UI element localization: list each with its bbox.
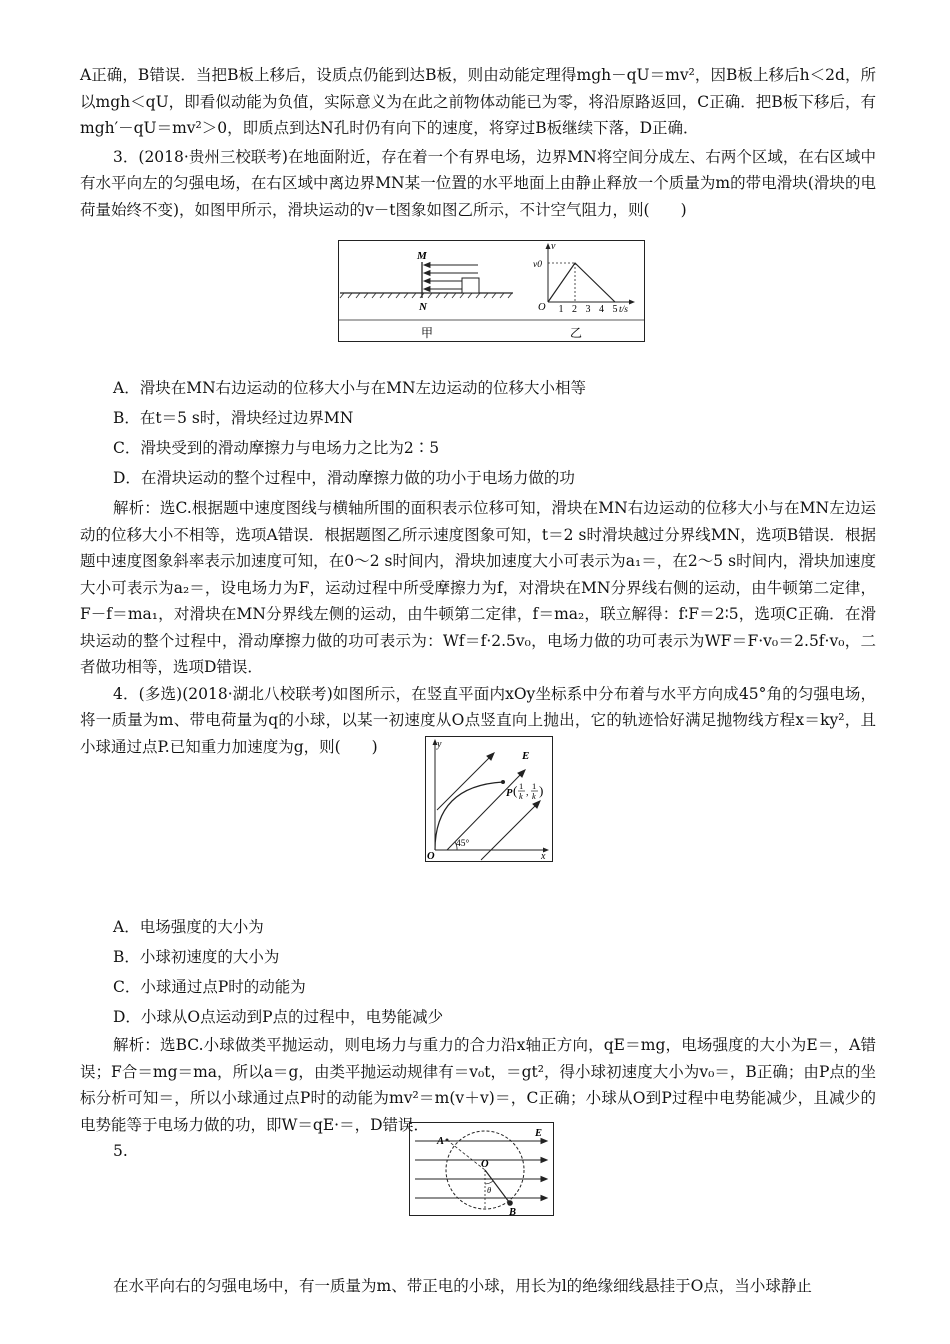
v-axis-arrow — [546, 243, 551, 249]
q4-option-b: B．小球初速度的大小为 — [113, 948, 280, 966]
label-origin: O — [538, 302, 546, 313]
q3-option-a: A．滑块在MN右边运动的位移大小与在MN左边运动的位移大小相等 — [113, 379, 587, 397]
vt-curve — [548, 263, 615, 302]
label-y: y — [437, 739, 442, 750]
label-theta: θ — [487, 1185, 492, 1195]
t-tick-labels — [559, 304, 618, 315]
slider-block — [462, 278, 479, 293]
ground-hatch — [340, 293, 512, 298]
label-origin: O — [427, 851, 435, 862]
frac1-num: 1 — [519, 781, 524, 791]
t-tick-label: 5 — [612, 304, 618, 315]
q4-option-d: D．小球从O点运动到P点的过程中，电势能减少 — [113, 1008, 444, 1026]
q5-number: 5. — [113, 1142, 128, 1160]
q4-figure — [425, 736, 553, 862]
caption-yi: 乙 — [570, 326, 583, 340]
label-v0: v0 — [533, 260, 542, 270]
label-a: A — [437, 1136, 445, 1147]
intro-paragraph: A正确，B错误．当把B板上移后，设质点仍能到达B板，则由动能定理得mgh－qU＝mv²，因B板上移后h＜2d，所以mgh＜qU，即看似动能为负值，实际意义为在此之前物体动能已为零，将沿原路返回，C正确．把B板下移后，有mgh′－qU＝mv²＞0，即质点到达N孔时仍有向下的速度，将穿过B板继续下落，D正确． — [80, 66, 876, 137]
t-tick-label: 1 — [558, 304, 564, 315]
q5-figure — [409, 1122, 554, 1216]
label-o: O — [481, 1159, 489, 1170]
q3-option-c: C．滑块受到的滑动摩擦力与电场力之比为2∶5 — [113, 439, 440, 457]
q3-analysis: 解析：选C.根据题中速度图线与横轴所围的面积表示位移可知，滑块在MN右边运动的位移大小与在MN左边运动的位移大小不相等，选项A错误．根据题图乙所示速度图象可知，t＝2 s时滑块越过分界线MN，选项B错误．根据题中速度图象斜率表示加速度可知，在0～2 s时间内，滑块加速度大小可表示为a₁＝，在2～5 s时间内，滑块加速度大小可表示为a₂＝，设电场力为F，运动过程中所受摩擦力为f，对滑块在MN分界线右侧的运动，由牛顿第二定律，F－f＝ma₁，对滑块在MN分界线左侧的运动，由牛顿第二定律，f＝ma₂，联立解得：f∶F＝2∶5，选项C正确．在滑块运动的整个过程中，滑动摩擦力做的功可表示为：Wf＝f·2.5v₀，电场力做的功可表示为WF＝F·v₀＝2.5f·v₀，二者做功相等，选项D错误． — [80, 499, 876, 676]
q3-figure — [338, 240, 645, 342]
q4-analysis: 解析：选BC.小球做类平抛运动，则电场力与重力的合力沿x轴正方向，qE＝mg，电场强度的大小为E＝，A错误；F合＝mg＝ma，所以a＝g，由类平抛运动规律有＝v₀t，＝gt²，得小球初速度大小为v₀＝，B正确；由P点的坐标分析可知＝，所以小球通过点P时的动能为mv²＝m(v＋v)＝，C正确；小球从O到P过程中电势能减少，且减少的电势能等于电场力做的功，即W＝qE·＝，D错误． — [80, 1036, 876, 1134]
label-t: t/s — [619, 305, 628, 315]
label-angle: 45° — [456, 839, 470, 849]
label-n: N — [419, 301, 427, 313]
t-axis-arrow — [629, 300, 635, 305]
point-a — [446, 1139, 449, 1142]
t-tick-label: 3 — [585, 304, 591, 315]
q5-text: 在水平向右的匀强电场中，有一质量为m、带正电的小球，用长为l的绝缘细线悬挂于O点，当小球静止 — [113, 1276, 812, 1295]
point-p — [501, 780, 505, 784]
q4-stem: 4．(多选)(2018·湖北八校联考)如图所示，在竖直平面内xOy坐标系中分布着与水平方向成45°角的匀强电场，将一质量为m、带电荷量为q的小球，以某一初速度从O点竖直向上抛出，它的轨迹恰好满足抛物线方程x＝ky²，且小球通过点P.已知重力加速度为g，则( ) — [80, 684, 876, 756]
label-m: M — [417, 250, 427, 262]
paren-right: ) — [539, 783, 544, 798]
ball-b — [507, 1200, 513, 1206]
label-p: P — [506, 788, 513, 799]
t-tick-label: 4 — [599, 304, 604, 315]
q4-option-a: A．电场强度的大小为 — [113, 918, 264, 936]
label-v: v — [551, 241, 556, 252]
frac2-num: 1 — [532, 781, 537, 791]
label-e: E — [535, 1128, 543, 1139]
label-e: E — [522, 750, 530, 762]
line-oa — [447, 1140, 485, 1170]
q3-figure-frame — [339, 241, 645, 342]
field-lines — [437, 753, 540, 860]
label-b: B — [509, 1207, 517, 1216]
paren-left: ( — [513, 783, 518, 798]
frac1-den: k — [519, 791, 523, 801]
theta-arc — [485, 1181, 493, 1184]
q3-stem: 3．(2018·贵州三校联考)在地面附近，存在着一个有界电场，边界MN将空间分成左、右两个区域，在右区域中有水平向左的匀强电场，在右区域中离边界MN某一位置的水平地面上由静止释放一个质量为m的带电滑块(滑块的电荷量始终不变)，如图甲所示，滑块运动的v－t图象如图乙所示，不计空气阻力，则( ) — [80, 147, 876, 219]
label-x: x — [541, 851, 546, 862]
q3-option-b: B．在t＝5 s时，滑块经过边界MN — [113, 409, 354, 427]
comma: , — [526, 787, 529, 798]
caption-jia: 甲 — [421, 326, 434, 340]
q4-option-c: C．小球通过点P时的动能为 — [113, 978, 306, 996]
frac2-den: k — [532, 791, 536, 801]
q3-option-d: D．在滑块运动的整个过程中，滑动摩擦力做的功小于电场力做的功 — [113, 469, 575, 487]
t-tick-label: 2 — [572, 304, 577, 315]
